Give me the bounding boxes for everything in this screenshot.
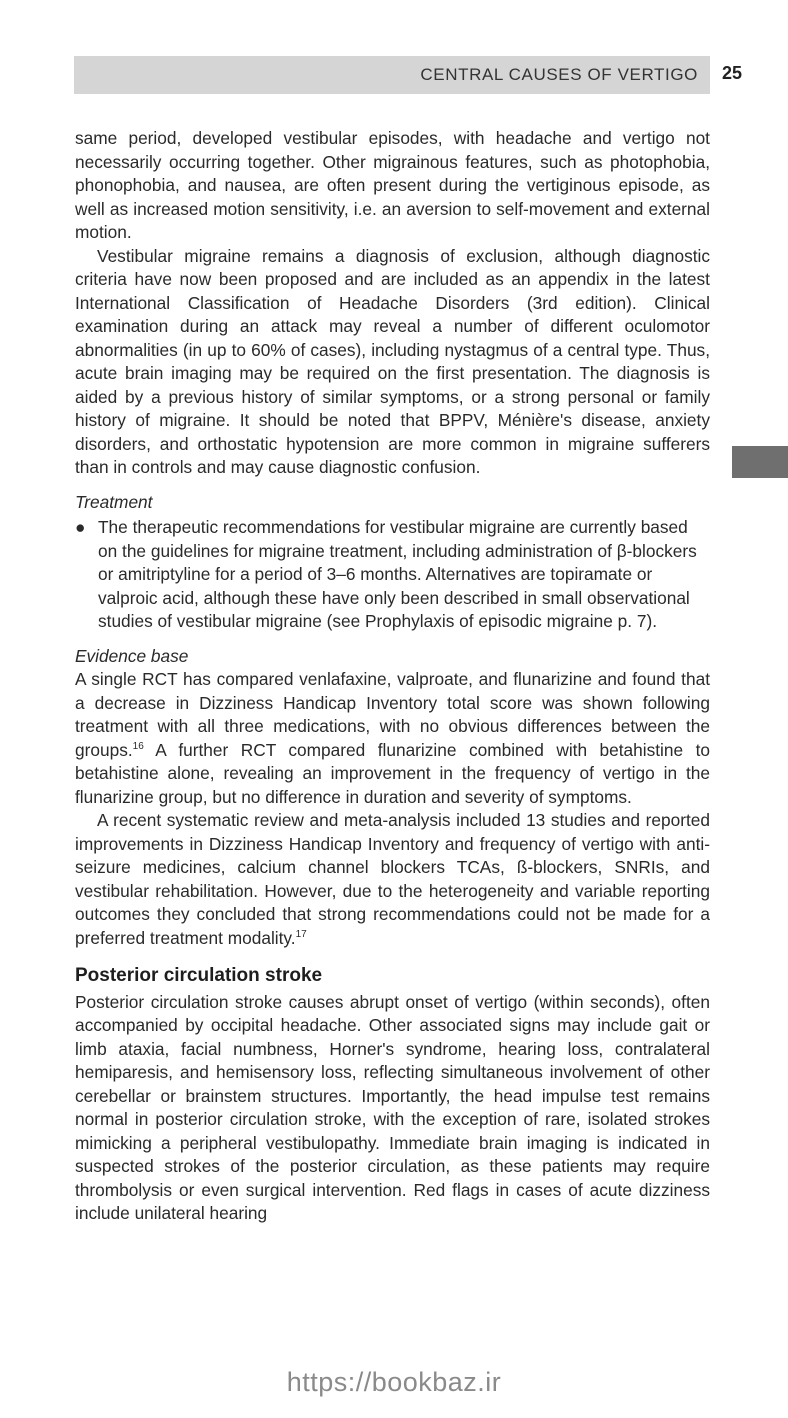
chapter-thumb-tab — [732, 446, 788, 478]
evidence-heading: Evidence base — [75, 645, 189, 666]
reference-16: 16 — [132, 740, 144, 752]
paragraph-continued: same period, developed vestibular episodes, with headache and vertigo not necessarily occurring together. Other migrainous features, such as photophobia, phonophobia, and nausea, are often present during the vertiginous episode, as well as increased motion sensitivity, i.e. an aversion to self-movement and external motion. — [75, 128, 710, 242]
bullet-text: The therapeutic recommendations for vestibular migraine are currently based on the guidelines for migraine treatment, including administration of β-blockers or amitriptyline for a period of 3–6 months. Alternatives are topiramate or valproic acid, although these have only been described in small observational studies of vestibular migraine (see Prophylaxis of episodic migraine p. 7). — [98, 517, 697, 631]
section-heading-stroke: Posterior circulation stroke — [75, 965, 323, 986]
running-header-bar — [74, 56, 710, 94]
page-number: 25 — [722, 63, 743, 83]
paragraph-stroke: Posterior circulation stroke causes abrupt onset of vertigo (within seconds), often accompanied by occipital headache. Other associated signs may include gait or limb ataxia, facial numbness, Horner's syndrome, hearing loss, contralateral hemiparesis, and hemisensory loss, reflecting simultaneous involvement of other cerebellar or brainstem structures. Importantly, the head impulse test remains normal in posterior circulation stroke, with the exception of rare, isolated strokes mimicking a peripheral vestibulopathy. Immediate brain imaging is indicated in suspected strokes of the posterior circulation, as these patients may require thrombolysis or even surgical intervention. Red flags in cases of acute dizziness include unilateral hearing — [75, 991, 710, 1223]
page-body — [75, 127, 710, 1226]
watermark-url: https://bookbaz.ir — [286, 1367, 502, 1397]
paragraph-evidence-1 — [75, 668, 710, 809]
paragraph-evidence-2 — [75, 809, 710, 950]
running-header-title: CENTRAL CAUSES OF VERTIGO — [420, 65, 698, 84]
reference-17: 17 — [295, 928, 307, 940]
evidence-text-review: A recent systematic review and meta-analysis included 13 studies and reported improvements in Dizziness Handicap Inventory and frequency of vertigo with anti-seizure medicines, calcium channel blockers TCAs, ß-blockers, SNRIs, and vestibular rehabilitation. However, due to the heterogeneity and variable reporting outcomes they concluded that strong recommendations could not be made for a preferred treatment modality. — [75, 810, 710, 948]
treatment-list — [75, 516, 710, 634]
evidence-text-part2: A further RCT compared flunarizine combined with betahistine to betahistine alone, revealing an improvement in the frequency of vertigo in the flunarizine group, but no difference in duration and severity of symptoms. — [75, 739, 710, 807]
list-item — [75, 516, 710, 634]
bullet-icon: ● — [75, 517, 86, 537]
evidence-text-part1: A single RCT has compared venlafaxine, valproate, and flunarizine and found that a decrease in Dizziness Handicap Inventory total score was shown following treatment with all three medications, with no obvious differences between the groups. — [75, 669, 710, 760]
paragraph-diagnosis: Vestibular migraine remains a diagnosis of exclusion, although diagnostic criteria have now been proposed and are included as an appendix in the latest International Classification of Headache Disorders (3rd edition). Clinical examination during an attack may reveal a number of different oculomotor abnormalities (in up to 60% of cases), including nystagmus of a central type. Thus, acute brain imaging may be required on the first presentation. The diagnosis is aided by a previous history of similar symptoms, or a strong personal or family history of migraine. It should be noted that BPPV, Ménière's disease, anxiety disorders, and orthostatic hypotension are more common in migraine sufferers than in controls and may cause diagnostic confusion. — [75, 245, 710, 477]
treatment-heading: Treatment — [75, 491, 153, 512]
